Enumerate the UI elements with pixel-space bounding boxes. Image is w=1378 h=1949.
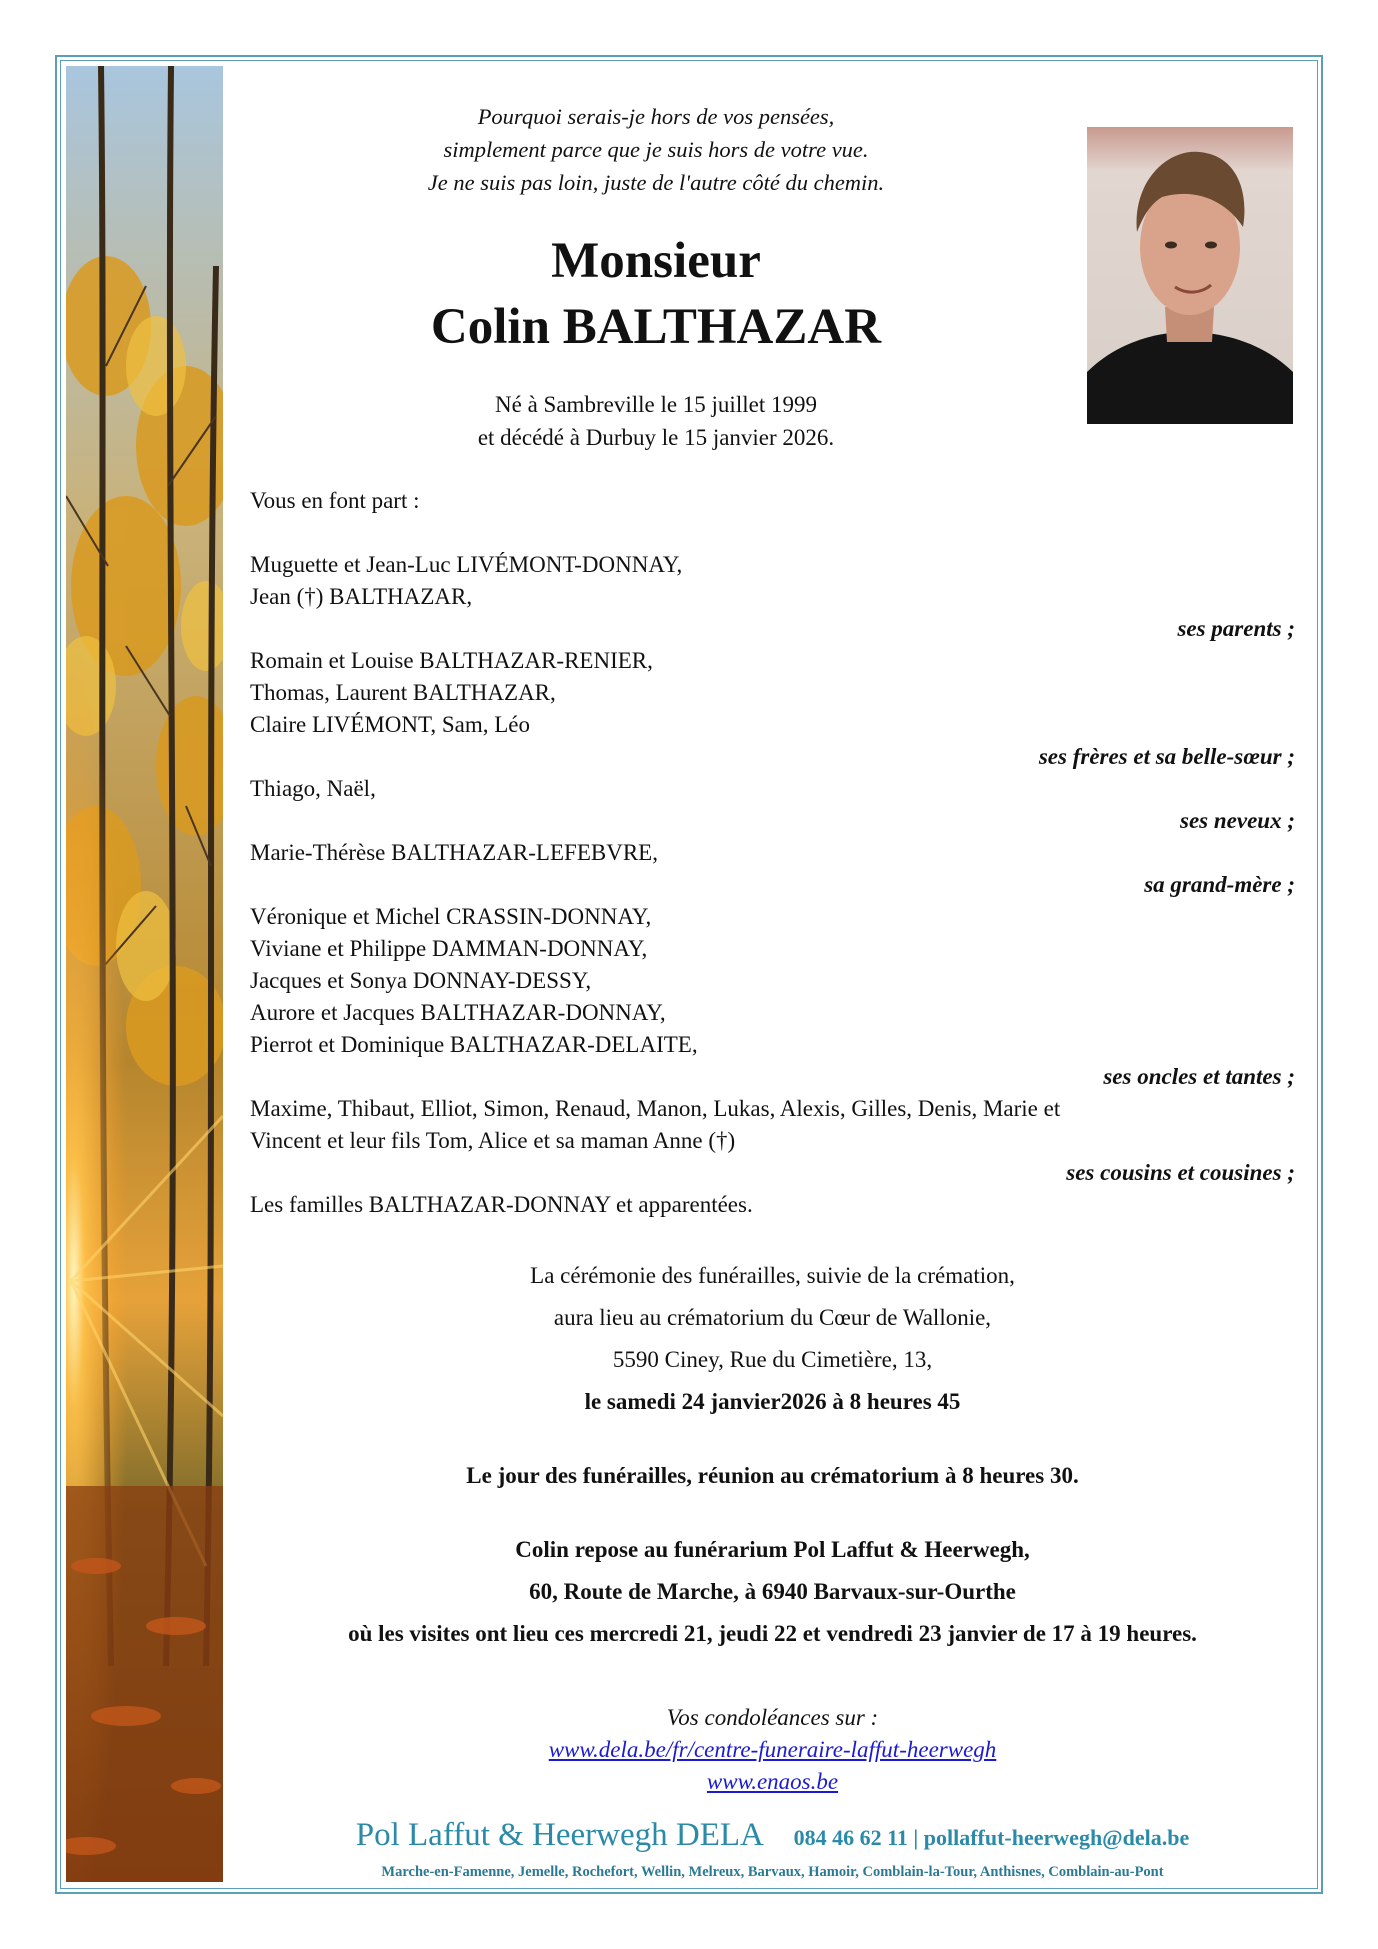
meeting-info: Le jour des funérailles, réunion au crématorium à 8 heures 30. — [466, 1463, 1079, 1488]
funeral-home-logo: Pol Laffut & Heerwegh DELA — [355, 1817, 764, 1853]
visit-hours: où les visites ont lieu ces mercredi 21, jeudi 22 et vendredi 23 janvier de 17 à 19 heures. — [348, 1621, 1197, 1646]
relation-label: ses cousins et cousines ; — [1066, 1160, 1295, 1185]
relation-label: ses neveux ; — [1180, 808, 1295, 833]
rest-line: Colin repose au funérarium Pol Laffut & Heerwegh, — [515, 1537, 1030, 1562]
condolences — [250, 1702, 1295, 1798]
family-line: Viviane et Philippe DAMMAN-DONNAY, — [250, 936, 648, 961]
poem — [300, 100, 1012, 199]
deceased-fullname: Colin BALTHAZAR — [430, 299, 882, 355]
family-line: Pierrot et Dominique BALTHAZAR-DELAITE, — [250, 1032, 698, 1057]
family-line: Marie-Thérèse BALTHAZAR-LEFEBVRE, — [250, 840, 658, 865]
death-line: et décédé à Durbuy le 15 janvier 2026. — [477, 425, 835, 450]
family-line: Muguette et Jean-Luc LIVÉMONT-DONNAY, — [250, 552, 683, 577]
relation-label: ses oncles et tantes ; — [1103, 1064, 1295, 1089]
funeral-home-banner — [250, 1815, 1295, 1858]
relation-label: ses parents ; — [1177, 616, 1295, 641]
autumn-forest-image — [66, 66, 223, 1882]
family-line: Jacques et Sonya DONNAY-DESSY, — [250, 968, 592, 993]
birth-death-dates — [300, 388, 1012, 454]
poem-line: Je ne suis pas loin, juste de l'autre côté du chemin. — [427, 170, 885, 195]
deceased-title: Monsieur — [551, 233, 761, 289]
family-line: Vincent et leur fils Tom, Alice et sa maman Anne (†) — [250, 1128, 736, 1153]
funeral-home-locations: Marche-en-Famenne, Jemelle, Rochefort, Wellin, Melreux, Barvaux, Hamoir, Comblain-la-Tour, Anthisnes, Comblain-au-Pont — [381, 1864, 1164, 1880]
family-line: Aurore et Jacques BALTHAZAR-DONNAY, — [250, 1000, 666, 1025]
ceremony-line: 5590 Ciney, Rue du Cimetière, 13, — [612, 1347, 933, 1372]
family-line: Maxime, Thibaut, Elliot, Simon, Renaud, Manon, Lukas, Alexis, Gilles, Denis, Marie et — [250, 1096, 1061, 1121]
poem-line: simplement parce que je suis hors de votre vue. — [443, 137, 869, 162]
family-line: Véronique et Michel CRASSIN-DONNAY, — [250, 904, 652, 929]
family-line: Claire LIVÉMONT, Sam, Léo — [250, 712, 530, 737]
family-list — [250, 485, 1295, 1221]
relation-label: ses frères et sa belle-sœur ; — [1038, 744, 1295, 769]
rest-line: 60, Route de Marche, à 6940 Barvaux-sur-Ourthe — [529, 1579, 1016, 1604]
condolences-link-dela[interactable]: www.dela.be/fr/centre-funeraire-laffut-heerwegh — [548, 1737, 997, 1762]
family-line: Jean (†) BALTHAZAR, — [250, 584, 473, 609]
birth-line: Né à Sambreville le 15 juillet 1999 — [495, 392, 817, 417]
portrait-photo — [1087, 127, 1293, 424]
relation-label: sa grand-mère ; — [1144, 872, 1295, 897]
condolences-link-enaos[interactable]: www.enaos.be — [706, 1769, 839, 1794]
condolences-label: Vos condoléances sur : — [666, 1705, 879, 1730]
family-line: Les familles BALTHAZAR-DONNAY et apparentées. — [250, 1192, 753, 1217]
family-line: Thiago, Naël, — [250, 776, 376, 801]
family-line: Thomas, Laurent BALTHAZAR, — [250, 680, 556, 705]
ceremony-line: La cérémonie des funérailles, suivie de la crémation, — [530, 1263, 1015, 1288]
ceremony-line: aura lieu au crématorium du Cœur de Wallonie, — [553, 1305, 992, 1330]
funeral-home-contact: 084 46 62 11 | pollaffut-heerwegh@dela.be — [793, 1825, 1190, 1850]
ceremony-date: le samedi 24 janvier2026 à 8 heures 45 — [584, 1389, 961, 1414]
intro-text: Vous en font part : — [250, 488, 420, 513]
family-line: Romain et Louise BALTHAZAR-RENIER, — [250, 648, 653, 673]
ceremony-info — [250, 1255, 1295, 1655]
deceased-name — [300, 228, 1012, 360]
poem-line: Pourquoi serais-je hors de vos pensées, — [477, 104, 835, 129]
